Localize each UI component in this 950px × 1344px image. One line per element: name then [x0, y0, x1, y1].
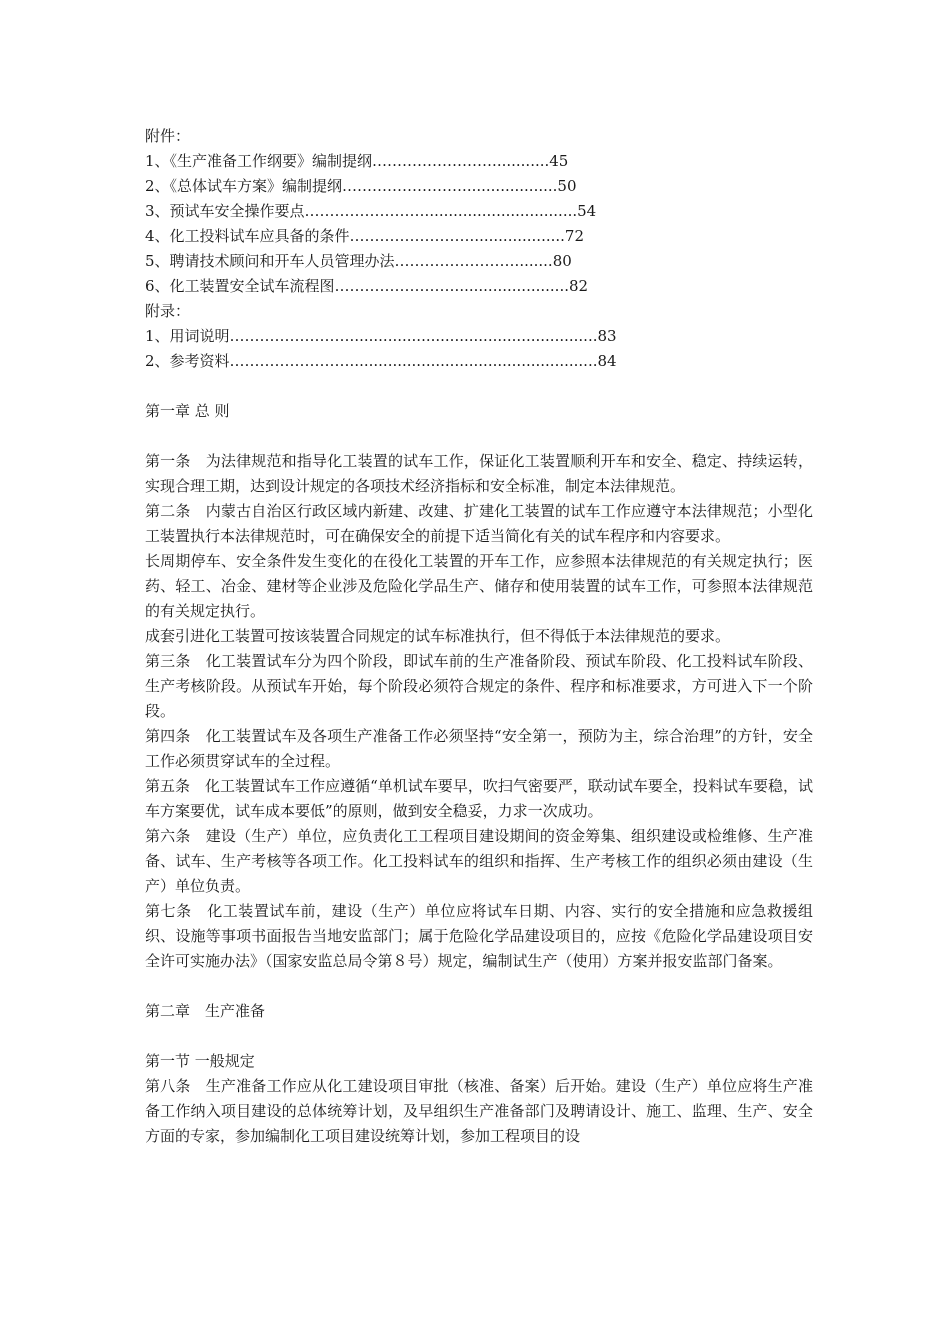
attachments-list — [145, 149, 813, 299]
body-paragraph: 第八条 生产准备工作应从化工建设项目审批（核准、备案）后开始。建设（生产）单位应将生产准备工作纳入项目建设的总体统筹计划，及早组织生产准备部门及聘请设计、施工、监理、生产、安全方面的专家，参加编制化工项目建设统筹计划，参加工程项目的设 — [145, 1077, 813, 1145]
attachments-heading: 附件： — [145, 127, 191, 145]
toc-leader-dots: .................... — [469, 227, 565, 245]
spacer — [145, 374, 813, 399]
toc-entry-title: 6、化工装置安全试车流程图…………………… — [145, 277, 455, 295]
toc-entry-title: 1、《生产准备工作纲要》编制提纲…………………… — [145, 152, 493, 170]
toc-entry-title: 1、用词说明…………………… — [145, 327, 350, 345]
toc-leader-dots: ................................ — [424, 202, 578, 220]
toc-page-number: 80 — [552, 252, 572, 270]
document-page — [145, 124, 813, 1149]
body-paragraph: 第二条 内蒙古自治区行政区域内新建、改建、扩建化工装置的试车工作应遵守本法律规范；小型化工装置执行本法律规范时，可在确保安全的前提下适当简化有关的试车程序和内容要求。 — [145, 502, 813, 545]
body-paragraph: 长周期停车、安全条件发生变化的在役化工装置的开车工作，应参照本法律规范的有关规定执行；医药、轻工、冶金、建材等企业涉及危险化学品生产、储存和使用装置的试车工作，可参照本法律规范的有关规定执行。 — [145, 552, 813, 620]
spacer — [145, 974, 813, 999]
toc-page-number: 50 — [557, 177, 577, 195]
toc-entry — [145, 274, 813, 299]
spacer — [145, 1024, 813, 1049]
chapter2-title: 第二章 生产准备 — [145, 1002, 266, 1020]
toc-leader-dots: .................................................... — [349, 327, 598, 345]
toc-page-number: 84 — [597, 352, 617, 370]
toc-page-number: 82 — [568, 277, 589, 295]
toc-entry — [145, 199, 813, 224]
spacer — [145, 424, 813, 449]
chapter1-title: 第一章 总 则 — [145, 402, 230, 420]
section1-title: 第一节 一般规定 — [145, 1052, 255, 1070]
toc-entry — [145, 349, 813, 374]
toc-entry-title: 2、《总体试车方案》编制提纲…………………… — [145, 177, 463, 195]
toc-page-number: 54 — [577, 202, 597, 220]
toc-leader-dots: .................... — [462, 177, 558, 195]
toc-entry-title: 2、参考资料…………………… — [145, 352, 350, 370]
toc-page-number: 72 — [564, 227, 585, 245]
body-paragraph: 成套引进化工装置可按该装置合同规定的试车标准执行，但不得低于本法律规范的要求。 — [145, 627, 731, 645]
body-paragraph: 第一条 为法律规范和指导化工装置的试车工作，保证化工装置顺利开车和安全、稳定、持续运转，实现合理工期，达到设计规定的各项技术经济指标和安全标准，制定本法律规范。 — [145, 452, 813, 495]
chapter1-body — [145, 449, 813, 974]
body-paragraph: 第五条 化工装置试车工作应遵循“单机试车要早，吹扫气密要严，联动试车要全，投料试车要稳，试车方案要优，试车成本要低”的原则，做到安全稳妥，力求一次成功。 — [145, 777, 813, 820]
toc-page-number: 45 — [549, 152, 569, 170]
toc-entry — [145, 249, 813, 274]
body-paragraph: 第六条 建设（生产）单位，应负责化工工程项目建设期间的资金筹集、组织建设或检维修、生产准备、试车、生产考核等各项工作。化工投料试车的组织和指挥、生产考核工作的组织必须由建设（生产）单位负责。 — [145, 827, 813, 895]
toc-entry — [145, 174, 813, 199]
toc-entry-title: 4、化工投料试车应具备的条件…………………… — [145, 227, 470, 245]
body-paragraph: 第七条 化工装置试车前，建设（生产）单位应将试车日期、内容、实行的安全措施和应急救援组织、设施等事项书面报告当地安监部门；属于危险化学品建设项目的，应按《危险化学品建设项目安全许可实施办法》（国家安监总局令第８号）规定，编制试生产（使用）方案并报安监部门备案。 — [145, 902, 813, 970]
appendix-list — [145, 324, 813, 374]
toc-page-number: 83 — [597, 327, 617, 345]
toc-entry — [145, 149, 813, 174]
body-paragraph: 第三条 化工装置试车分为四个阶段，即试车前的生产准备阶段、预试车阶段、化工投料试车阶段、生产考核阶段。从预试车开始，每个阶段必须符合规定的条件、程序和标准要求，方可进入下一个阶段。 — [145, 652, 813, 720]
toc-leader-dots: ........ — [514, 252, 553, 270]
toc-entry — [145, 324, 813, 349]
toc-entry — [145, 224, 813, 249]
toc-leader-dots: ............ — [492, 152, 550, 170]
chapter2-body — [145, 1074, 813, 1149]
body-paragraph: 第四条 化工装置试车及各项生产准备工作必须坚持“安全第一，预防为主，综合治理”的方针，安全工作必须贯穿试车的全过程。 — [145, 727, 813, 770]
toc-entry-title: 5、聘请技术顾问和开车人员管理办法…………………… — [145, 252, 515, 270]
toc-leader-dots: ........................ — [454, 277, 569, 295]
appendix-heading: 附录： — [145, 302, 191, 320]
toc-entry-title: 3、预试车安全操作要点…………………… — [145, 202, 425, 220]
toc-leader-dots: .................................................... — [349, 352, 598, 370]
